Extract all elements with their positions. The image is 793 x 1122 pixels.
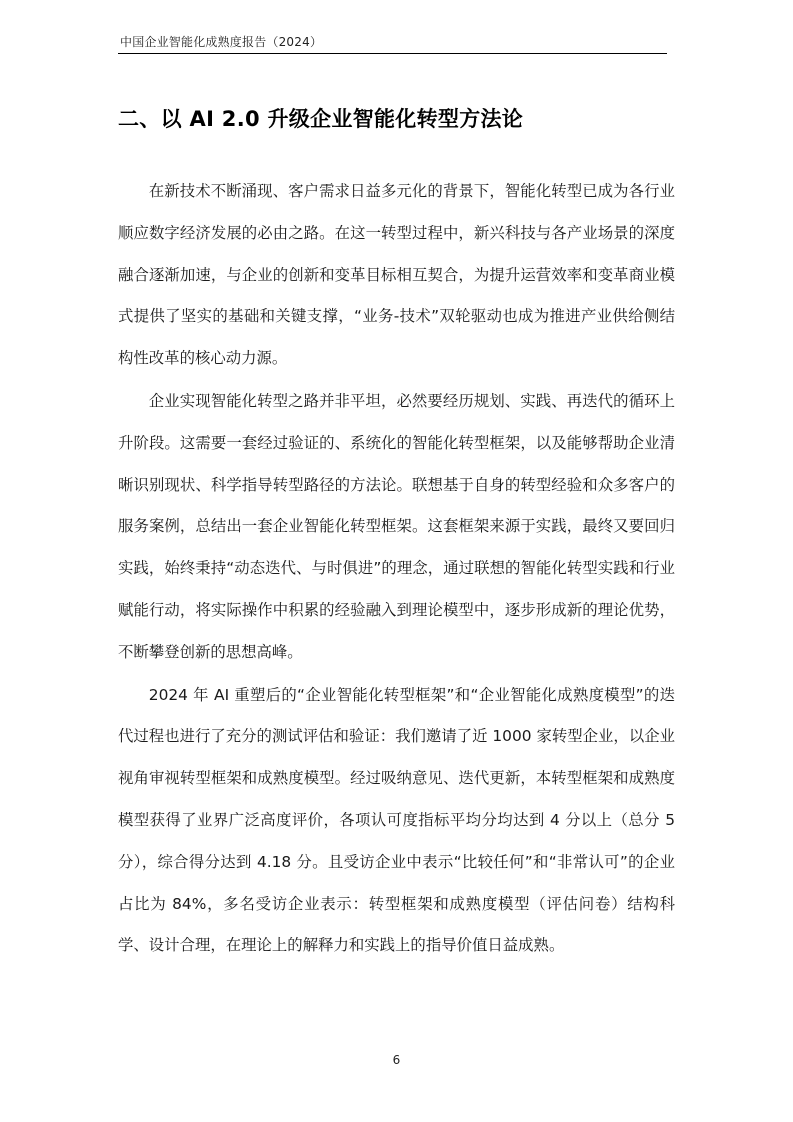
running-header: 中国企业智能化成熟度报告（2024） bbox=[120, 35, 323, 49]
paragraph-2: 企业实现智能化转型之路并非平坦，必然要经历规划、实践、再迭代的循环上升阶段。这需要一套经过验证的、系统化的智能化转型框架，以及能够帮助企业清晰识别现状、科学指导转型路径的方法论。联想基于自身的转型经验和众多客户的服务案例，总结出一套企业智能化转型框架。这套框架来源于实践，最终又要回归实践，始终秉持“动态迭代、与时俱进”的理念，通过联想的智能化转型实践和行业赋能行动，将实际操作中积累的经验融入到理论模型中，逐步形成新的理论优势，不断攀登创新的思想高峰。 bbox=[118, 391, 675, 661]
section-title: 二、以 AI 2.0 升级企业智能化转型方法论 bbox=[118, 107, 524, 131]
header-divider bbox=[118, 53, 667, 54]
paragraph-3: 2024 年 AI 重塑后的“企业智能化转型框架”和“企业智能化成熟度模型”的迭代过程也进行了充分的测试评估和验证：我们邀请了近 1000 家转型企业，以企业视角审视转型框架和成熟度模型。经过吸纳意见、迭代更新，本转型框架和成熟度模型获得了业界广泛高度评价，各项认可度指标平均分均达到 4 分以上（总分 5 分），综合得分达到 4.18 分。且受访企业中表示“比较任何”和“非常认可”的企业占比为 84%，多名受访企业表示：转型框架和成熟度模型（评估问卷）结构科学、设计合理，在理论上的解释力和实践上的指导价值日益成熟。 bbox=[118, 685, 675, 955]
body-text bbox=[118, 171, 675, 968]
page-number: 6 bbox=[392, 1053, 401, 1067]
paragraph-1: 在新技术不断涌现、客户需求日益多元化的背景下，智能化转型已成为各行业顺应数字经济发展的必由之路。在这一转型过程中，新兴科技与各产业场景的深度融合逐渐加速，与企业的创新和变革目标相互契合，为提升运营效率和变革商业模式提供了坚实的基础和关键支撑，“业务-技术”双轮驱动也成为推进产业供给侧结构性改革的核心动力源。 bbox=[118, 182, 675, 368]
